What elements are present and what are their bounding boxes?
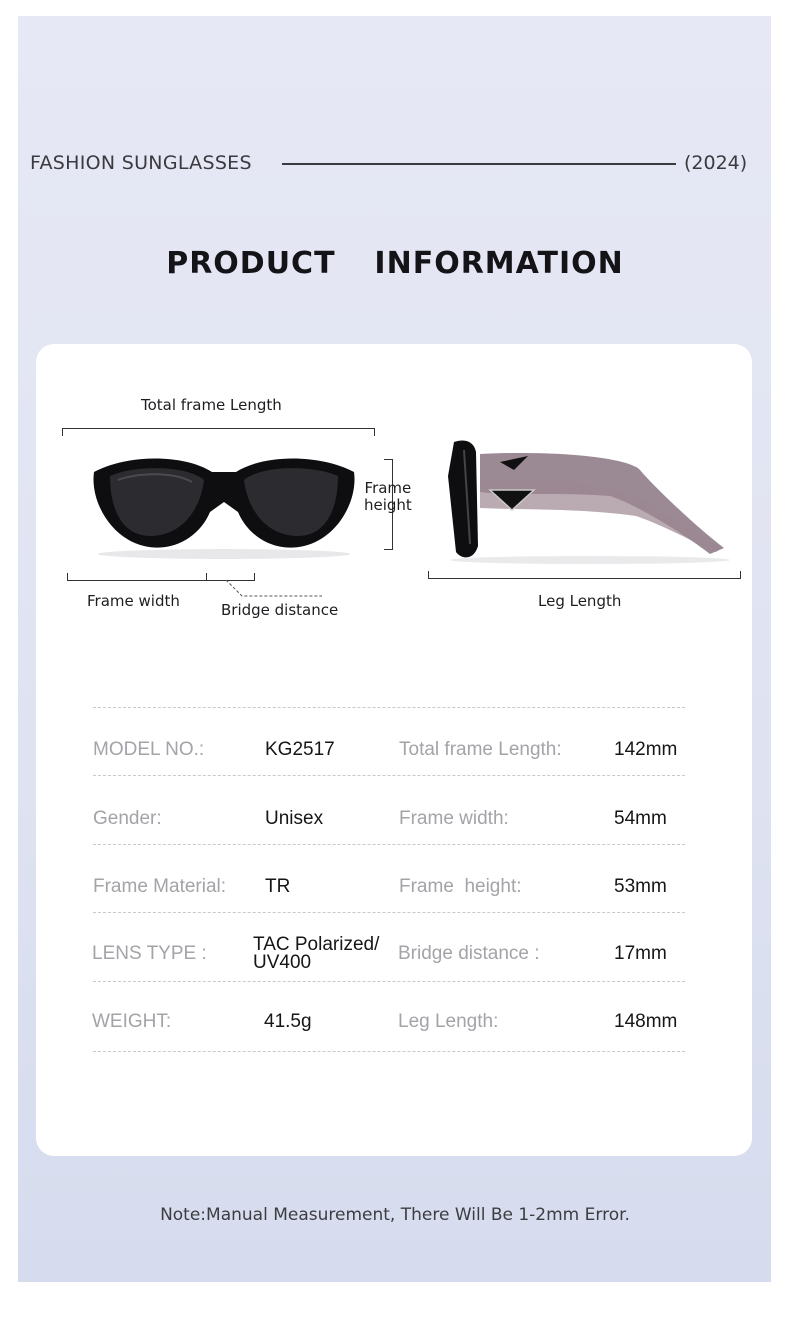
- lens-type-key: LENS TYPE :: [92, 943, 207, 964]
- leg-length-label: Leg Length: [538, 592, 622, 610]
- weight-key: WEIGHT:: [92, 1011, 172, 1032]
- side-sunglasses-image: [440, 436, 740, 566]
- frame-height-label-line1: Frame: [364, 479, 412, 497]
- table-divider: [93, 707, 685, 708]
- gender-key: Gender:: [93, 808, 162, 829]
- frame-material-value: TR: [265, 876, 291, 897]
- dimension-tick: [740, 571, 741, 579]
- table-divider: [93, 1051, 685, 1052]
- frame-width-value: 54mm: [614, 808, 667, 829]
- frame-width-key: Frame width:: [399, 808, 509, 829]
- table-divider: [93, 912, 685, 913]
- table-divider: [93, 844, 685, 845]
- weight-value: 41.5g: [264, 1011, 312, 1032]
- measurement-note: Note:Manual Measurement, There Will Be 1-2mm Error.: [160, 1205, 630, 1225]
- dimension-tick: [428, 571, 429, 579]
- total-frame-length-label: Total frame Length: [141, 396, 282, 414]
- header-brand-label: FASHION SUNGLASSES: [30, 152, 252, 174]
- header-year-label: (2024): [684, 152, 748, 174]
- frame-height-value: 53mm: [614, 876, 667, 897]
- frame-material-key: Frame Material:: [93, 876, 227, 897]
- frame-height-key: Frame height:: [399, 876, 522, 897]
- lens-type-value-line1: TAC Polarized/: [253, 934, 380, 955]
- table-divider: [93, 775, 685, 776]
- frame-height-label-line2: height: [364, 496, 412, 514]
- frame-width-label: Frame width: [87, 592, 180, 610]
- bridge-distance-key: Bridge distance :: [398, 943, 540, 964]
- leg-length-value: 148mm: [614, 1011, 678, 1032]
- total-frame-length-key: Total frame Length:: [399, 739, 562, 760]
- gender-value: Unisex: [265, 808, 324, 829]
- model-no-key: MODEL NO.:: [93, 739, 205, 760]
- leg-length-key: Leg Length:: [398, 1011, 499, 1032]
- leg-length-dimension-line: [428, 578, 741, 579]
- total-frame-length-value: 142mm: [614, 739, 678, 760]
- page-title: PRODUCT INFORMATION: [166, 246, 624, 281]
- model-no-value: KG2517: [265, 739, 335, 760]
- table-divider: [93, 981, 685, 982]
- bridge-distance-label: Bridge distance: [221, 601, 339, 619]
- lens-type-value-line2: UV400: [253, 952, 312, 973]
- bridge-distance-value: 17mm: [614, 943, 667, 964]
